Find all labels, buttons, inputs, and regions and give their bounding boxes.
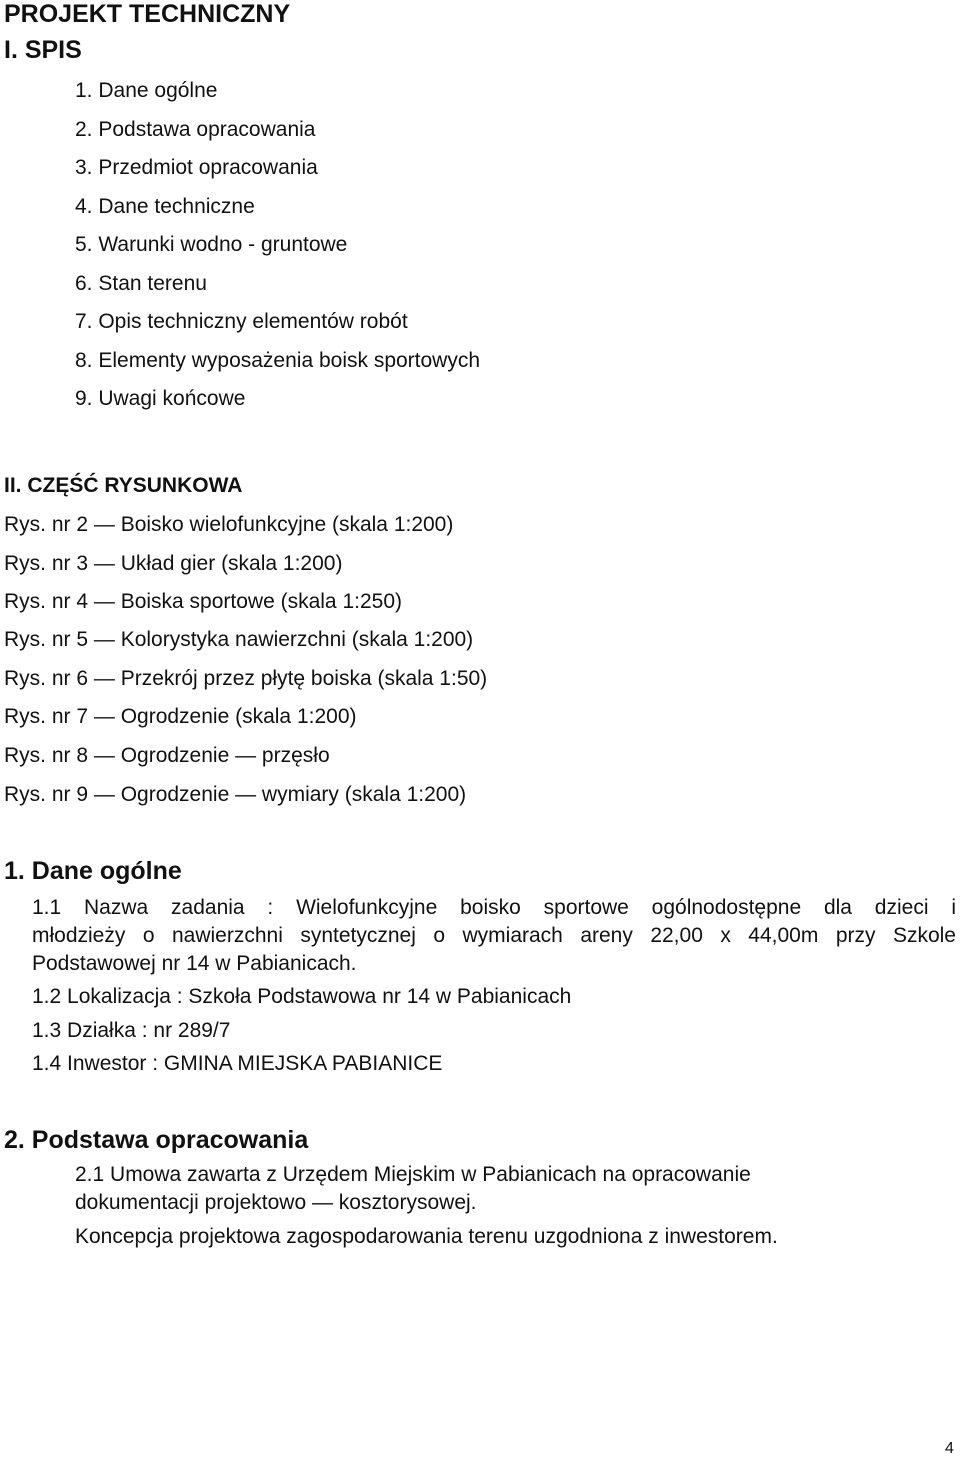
spis-heading: I. SPIS — [4, 36, 82, 64]
drawing-item: Rys. nr 2 — Boisko wielofunkcyjne (skala 1:200) — [4, 513, 454, 536]
page-number: 4 — [945, 1440, 954, 1457]
section-1-investor: 1.4 Inwestor : GMINA MIEJSKA PABIANICE — [32, 1052, 443, 1075]
toc-item: 7. Opis techniczny elementów robót — [75, 310, 408, 333]
section-2-paragraph-line: dokumentacji projektowo — kosztorysowej. — [75, 1191, 477, 1214]
toc-item: 6. Stan terenu — [75, 272, 207, 295]
section-2-paragraph-line: 2.1 Umowa zawarta z Urzędem Miejskim w Pabianicach na opracowanie — [75, 1163, 751, 1186]
drawing-item: Rys. nr 7 — Ogrodzenie (skala 1:200) — [4, 705, 357, 728]
toc-item: 2. Podstawa opracowania — [75, 118, 316, 141]
toc-item: 1. Dane ogólne — [75, 79, 218, 102]
section-2-concept: Koncepcja projektowa zagospodarowania terenu uzgodniona z inwestorem. — [75, 1225, 778, 1248]
section-1-heading: 1. Dane ogólne — [4, 857, 182, 885]
drawing-item: Rys. nr 3 — Układ gier (skala 1:200) — [4, 552, 343, 575]
document-title: PROJEKT TECHNICZNY — [4, 0, 291, 28]
toc-item: 3. Przedmiot opracowania — [75, 156, 318, 179]
drawing-item: Rys. nr 4 — Boiska sportowe (skala 1:250) — [4, 590, 402, 613]
section-1-plot: 1.3 Działka : nr 289/7 — [32, 1019, 231, 1042]
section-2-heading: 2. Podstawa opracowania — [4, 1126, 309, 1154]
section-1-location: 1.2 Lokalizacja : Szkoła Podstawowa nr 14 w Pabianicach — [32, 985, 572, 1008]
drawing-item: Rys. nr 5 — Kolorystyka nawierzchni (skala 1:200) — [4, 628, 474, 651]
drawing-item: Rys. nr 9 — Ogrodzenie — wymiary (skala 1:200) — [4, 783, 467, 806]
toc-item: 8. Elementy wyposażenia boisk sportowych — [75, 349, 481, 372]
drawing-item: Rys. nr 8 — Ogrodzenie — przęsło — [4, 744, 330, 767]
drawing-item: Rys. nr 6 — Przekrój przez płytę boiska (skala 1:50) — [4, 667, 488, 690]
section-1-paragraph-line: 1.1 Nazwa zadania : Wielofunkcyjne boisko sportowe ogólnodostępne dla dzieci i — [32, 896, 956, 919]
drawings-heading: II. CZĘŚĆ RYSUNKOWA — [4, 474, 243, 497]
section-1-paragraph-line: Podstawowej nr 14 w Pabianicach. — [32, 952, 357, 975]
section-1-paragraph-line: młodzieży o nawierzchni syntetycznej o wymiarach areny 22,00 x 44,00m przy Szkole — [32, 924, 956, 947]
toc-item: 5. Warunki wodno - gruntowe — [75, 233, 348, 256]
toc-item: 9. Uwagi końcowe — [75, 387, 246, 410]
toc-item: 4. Dane techniczne — [75, 195, 255, 218]
